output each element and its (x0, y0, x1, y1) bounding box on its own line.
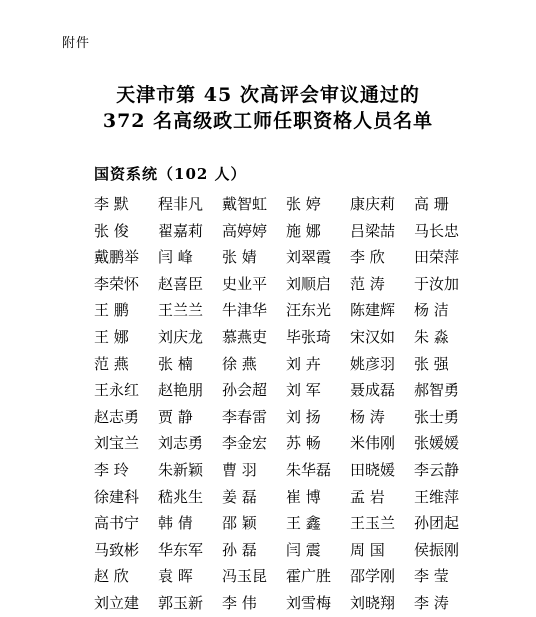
name-cell: 徐建科 (94, 487, 140, 506)
name-cell: 于汝加 (414, 274, 460, 293)
name-cell: 周 国 (350, 540, 385, 559)
name-cell: 王永红 (94, 381, 140, 400)
name-cell: 李云静 (414, 460, 460, 479)
name-cell: 赵 欣 (94, 567, 129, 586)
name-cell: 孙会超 (222, 381, 268, 400)
name-cell: 赵喜臣 (158, 274, 204, 293)
name-cell: 曹 羽 (222, 460, 257, 479)
name-cell: 牛津华 (222, 301, 268, 320)
name-cell: 范 涛 (350, 274, 385, 293)
name-cell: 袁 晖 (158, 567, 193, 586)
section-heading: 国资系统（102 人） (94, 165, 247, 183)
name-cell: 毕张琦 (286, 327, 332, 346)
name-cell: 姚彦羽 (350, 354, 396, 373)
name-cell: 刘宝兰 (94, 434, 140, 453)
name-cell: 刘晓翔 (350, 593, 396, 612)
name-cell: 王维萍 (414, 487, 460, 506)
name-cell: 华东军 (158, 540, 204, 559)
name-cell: 李金宏 (222, 434, 268, 453)
name-cell: 王 鹏 (94, 301, 129, 320)
name-cell: 李 莹 (414, 567, 449, 586)
name-cell: 邵 颖 (222, 514, 257, 533)
attachment-label: 附件 (62, 36, 91, 51)
name-cell: 李荣怀 (94, 274, 140, 293)
name-cell: 张 楠 (158, 354, 193, 373)
name-cell: 高书宁 (94, 514, 140, 533)
name-cell: 戴鹏举 (94, 248, 140, 267)
name-cell: 李 欣 (350, 248, 385, 267)
name-cell: 陈建辉 (350, 301, 396, 320)
name-cell: 高婷婷 (222, 221, 268, 240)
name-cell: 张 强 (414, 354, 449, 373)
name-cell: 张 婧 (222, 248, 257, 267)
name-cell: 韩 倩 (158, 514, 193, 533)
name-cell: 刘立建 (94, 593, 140, 612)
name-cell: 汪东光 (286, 301, 332, 320)
name-cell: 崔 博 (286, 487, 321, 506)
name-cell: 马长忠 (414, 221, 460, 240)
name-cell: 霍广胜 (286, 567, 332, 586)
name-cell: 朱华磊 (286, 460, 332, 479)
name-cell: 贾 静 (158, 407, 193, 426)
name-cell: 李 玲 (94, 460, 129, 479)
name-cell: 苏 畅 (286, 434, 321, 453)
name-list (94, 191, 478, 617)
name-cell: 刘 扬 (286, 407, 321, 426)
name-cell: 刘 卉 (286, 354, 321, 373)
name-cell: 王 娜 (94, 327, 129, 346)
name-cell: 嵇兆生 (158, 487, 204, 506)
document-title-line-1: 天津市第 45 次高评会审议通过的 (116, 84, 420, 106)
name-cell: 侯振刚 (414, 540, 460, 559)
name-cell: 郝智勇 (414, 381, 460, 400)
name-cell: 冯玉昆 (222, 567, 268, 586)
name-cell: 张媛媛 (414, 434, 460, 453)
name-cell: 杨 洁 (414, 301, 449, 320)
name-cell: 田晓媛 (350, 460, 396, 479)
name-cell: 刘顺启 (286, 274, 332, 293)
name-cell: 张 俊 (94, 221, 129, 240)
name-cell: 王 鑫 (286, 514, 321, 533)
name-cell: 朱 淼 (414, 327, 449, 346)
name-cell: 孙团起 (414, 514, 460, 533)
name-cell: 高 珊 (414, 195, 449, 213)
name-cell: 徐 燕 (222, 354, 257, 373)
name-cell: 张 婷 (286, 195, 321, 213)
name-cell: 刘翠霞 (286, 248, 332, 267)
name-cell: 史业平 (222, 274, 268, 293)
name-cell: 翟嘉莉 (158, 221, 204, 240)
name-cell: 王玉兰 (350, 514, 396, 533)
name-cell: 杨 涛 (350, 407, 385, 426)
name-cell: 闫 震 (286, 540, 321, 559)
name-cell: 刘志勇 (158, 434, 204, 453)
name-cell: 刘庆龙 (158, 327, 204, 346)
name-cell: 邵学刚 (350, 567, 396, 586)
name-cell: 刘雪梅 (286, 593, 332, 612)
name-cell: 马致彬 (94, 540, 140, 559)
name-cell: 范 燕 (94, 354, 129, 373)
name-cell: 吕梁喆 (350, 221, 396, 240)
name-cell: 康庆莉 (350, 195, 396, 213)
name-cell: 慕燕吏 (222, 327, 268, 346)
name-cell: 孟 岩 (350, 487, 385, 506)
name-cell: 李 默 (94, 195, 129, 213)
name-cell: 朱新颖 (158, 460, 204, 479)
document-title-line-2: 372 名高级政工师任职资格人员名单 (102, 110, 434, 132)
name-cell: 李春雷 (222, 407, 268, 426)
name-cell: 宋汉如 (350, 327, 396, 346)
name-cell: 聂成磊 (350, 381, 396, 400)
name-cell: 郭玉新 (158, 593, 204, 612)
name-cell: 田荣萍 (414, 248, 460, 267)
name-cell: 姜 磊 (222, 487, 257, 506)
name-cell: 程非凡 (158, 195, 204, 213)
name-cell: 刘 军 (286, 381, 321, 400)
name-cell: 闫 峰 (158, 248, 193, 267)
name-cell: 施 娜 (286, 221, 321, 240)
name-cell: 赵志勇 (94, 407, 140, 426)
name-cell: 李 涛 (414, 593, 449, 612)
name-cell: 王兰兰 (158, 301, 204, 320)
name-cell: 戴智虹 (222, 195, 268, 213)
name-cell: 张士勇 (414, 407, 460, 426)
name-cell: 赵艳朋 (158, 381, 204, 400)
name-cell: 李 伟 (222, 593, 257, 612)
name-cell: 米伟刚 (350, 434, 396, 453)
name-cell: 孙 磊 (222, 540, 257, 559)
